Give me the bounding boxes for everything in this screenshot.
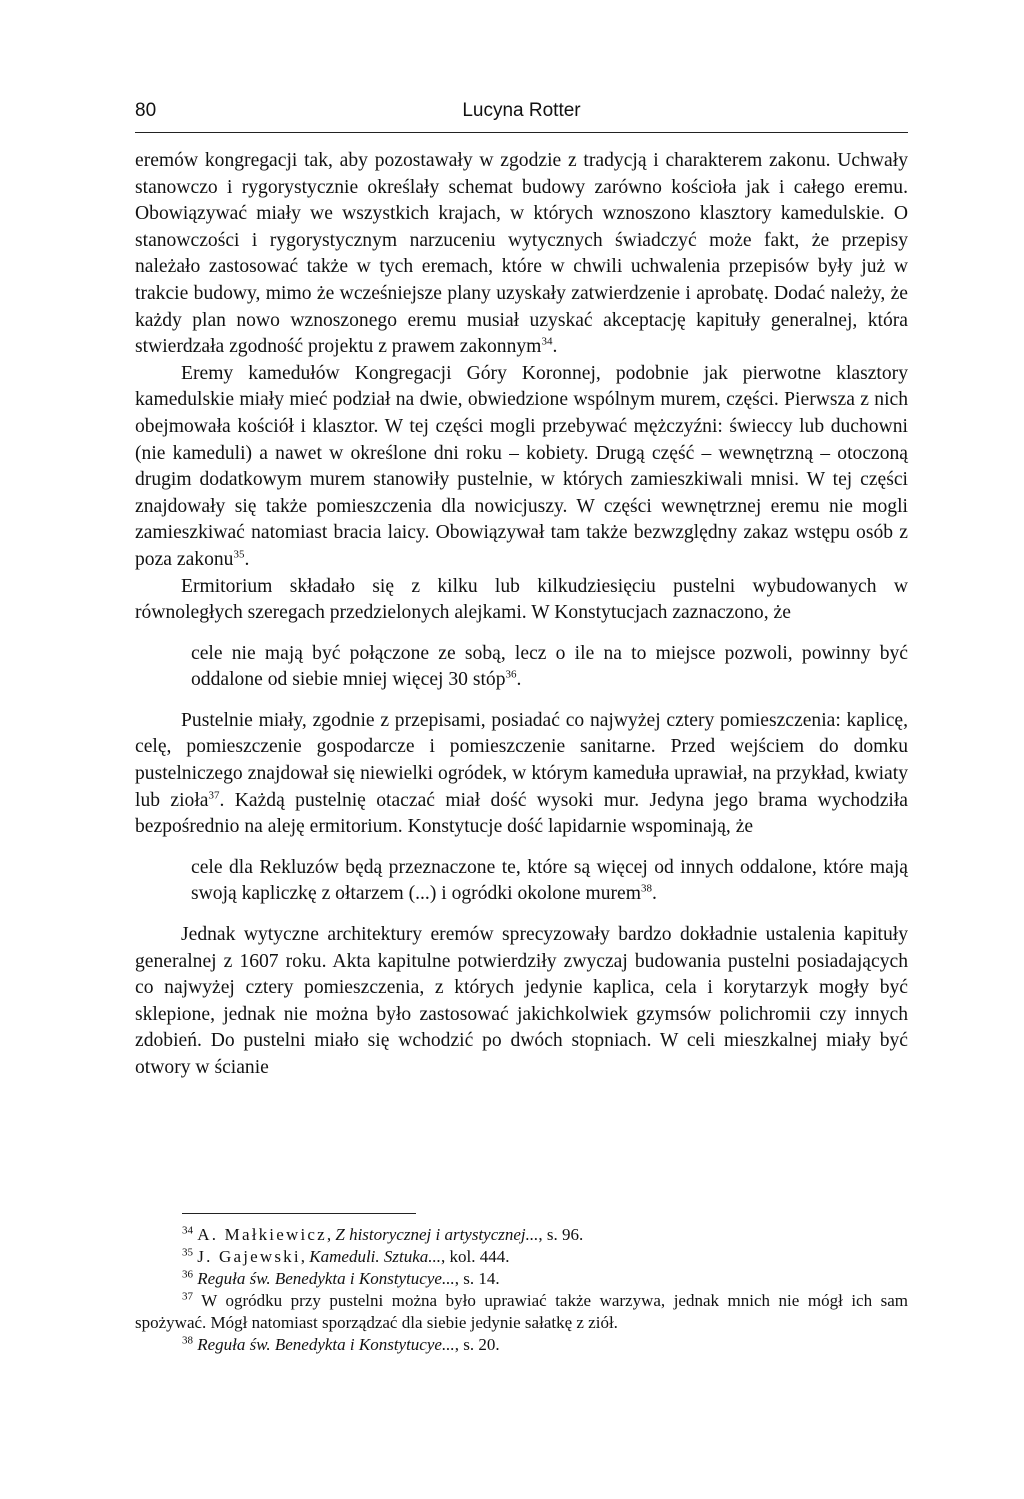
footnote: [135, 1290, 908, 1334]
footnote-rule: [182, 1213, 416, 1214]
paragraph: [135, 922, 908, 1082]
quote-text: cele dla Rekluzów będą przeznaczone te, które są więcej od innych oddalone, które mają swoją kapliczkę z ołtarzem (...) i ogródki okolone murem: [191, 856, 908, 905]
footnote-ref: 38: [640, 882, 652, 895]
footnote-rest: , s. 20.: [454, 1335, 500, 1354]
page-number: 80: [135, 100, 157, 121]
footnote-number: 37: [182, 1290, 193, 1303]
footnote-ref: 34: [541, 335, 553, 348]
footnote-number: 38: [182, 1334, 193, 1347]
footnote: $^{35}$ J. Gajewski, Kameduli. Sztuka..., kol. 444.: [182, 1246, 510, 1266]
footnote: $^{34}$ A. Małkiewicz, Z historycznej i artystycznej..., s. 96.: [182, 1224, 584, 1244]
footnote-rest: , kol. 444.: [441, 1247, 510, 1266]
footnotes: [135, 1213, 908, 1356]
page-header: [135, 96, 908, 130]
footnote-title: Kameduli. Sztuka...: [309, 1247, 442, 1266]
paragraph: [135, 574, 908, 627]
block-quote: cele nie mają być połączone ze sobą, lecz o ile na to miejsce pozwoli, powinny być oddalone od siebie mniej więcej 30 stóp$^{36}$.: [191, 642, 908, 691]
footnote-title: Z historycznej i artystycznej...: [335, 1225, 539, 1244]
footnote-rest: , s. 96.: [538, 1225, 584, 1244]
footnote-title: Reguła św. Benedykta i Konstytucye...: [197, 1335, 455, 1354]
paragraph: [135, 708, 908, 841]
paragraph-text: Jednak wytyczne architektury eremów sprecyzowały bardzo dokładnie ustalenia kapituły generalnej z 1607 roku. Akta kapitulne potwierdziły zwyczaj budowania pustelni posiadających co najwyżej cztery pomieszczenia, z których jedynie kaplica, cela i korytarzyk mogły być sklepione, jednak nie można było zastosować jakichkolwiek gzymsów polichromii czy innych zdobień. Do pustelni miało się wchodzić po dwóch stopniach. W celi mieszkalnej miały być otwory w ścianie: [135, 924, 908, 1078]
paragraph-text: eremów kongregacji tak, aby pozostawały w zgodzie z tradycją i charakterem zakonu. Uchwały stanowczo i rygorystycznie określały schemat budowy zarówno kościoła jak i całego eremu. Obowiązywać miały we wszystkich krajach, w których wznoszono klasztory kamedulskie. O stanowczości i rygorystycznym narzuceniu wytycznych świadczyć może fakt, że przepisy należało zastosować także w tych eremach, które w chwili uchwalenia przepisów były już w trakcie budowy, mimo że wcześniejsze plany uzyskały zatwierdzenie i aprobatę. Dodać należy, że każdy plan nowo wznoszonego eremu musiał uzyskać akceptację kapituły generalnej, która stwierdzała zgodność projektu z prawem zakonnym: [135, 150, 908, 358]
footnote-number: 35: [182, 1246, 193, 1259]
block-quote: cele dla Rekluzów będą przeznaczone te, które są więcej od innych oddalone, które mają swoją kapliczkę z ołtarzem (...) i ogródki okolone murem$^{38}$.: [191, 856, 908, 905]
footnote: [135, 1268, 908, 1290]
footnote-author: A. Małkiewicz: [197, 1225, 327, 1244]
footnote-title: Reguła św. Benedykta i Konstytucye...: [197, 1269, 455, 1288]
footnote-rest: , s. 14.: [454, 1269, 500, 1288]
footnote-author: J. Gajewski: [197, 1247, 301, 1266]
quote-text: cele nie mają być połączone ze sobą, lecz o ile na to miejsce pozwoli, powinny być oddalone od siebie mniej więcej 30 stóp: [191, 642, 908, 691]
header-rule: [135, 132, 908, 133]
paragraph-text: Eremy kamedułów Kongregacji Góry Koronnej, podobnie jak pierwotne klasztory kamedulskie miały mieć podział na dwie, obwiedzione wspólnym murem, części. Pierwsza z nich obejmowała kościół i klasztor. W tej części mogli przebywać mężczyźni: świeccy lub duchowni (nie kameduli) a nawet w określone dni roku – kobiety. Drugą część – wewnętrzną – otoczoną drugim dodatkowym murem stanowiły pustelnie, w których zamieszkiwali mnisi. W tej części znajdowały się także pomieszczenia dla nowicjuszy. W części wewnętrznej eremu nie mogli zamieszkiwać natomiast bracia laicy. Obowiązywał tam także bezwzględny zakaz wstępu osób z poza zakonu: [135, 362, 908, 570]
footnote-number: 34: [182, 1224, 193, 1237]
footnote-number: 36: [182, 1268, 193, 1281]
paragraph: eremów kongregacji tak, aby pozostawały w zgodzie z tradycją i charakterem zakonu. Uchwały stanowczo i rygorystycznie określały schemat budowy zarówno kościoła jak i całego eremu. Obowiązywać miały we wszystkich krajach, w których wznoszono klasztory kamedulskie. O stanowczości i rygorystycznym narzuceniu wytycznych świadczyć może fakt, że przepisy należało zastosować także w tych eremach, które w chwili uchwalenia przepisów były już w trakcie budowy, mimo że wcześniejsze plany uzyskały zatwierdzenie i aprobatę. Dodać należy, że każdy plan nowo wznoszonego eremu musiał uzyskać akceptację kapituły generalnej, która stwierdzała zgodność projektu z prawem zakonnym$^{34}$.: [135, 150, 908, 358]
running-head: Lucyna Rotter: [462, 100, 581, 121]
footnote-ref: 35: [233, 548, 245, 561]
paragraph: Eremy kamedułów Kongregacji Góry Koronnej, podobnie jak pierwotne klasztory kamedulskie miały mieć podział na dwie, obwiedzione wspólnym murem, części. Pierwsza z nich obejmowała kościół i klasztor. W tej części mogli przebywać mężczyźni: świeccy lub duchowni (nie kameduli) a nawet w określone dni roku – kobiety. Drugą część – wewnętrzną – otoczoną drugim dodatkowym murem stanowiły pustelnie, w których zamieszkiwali mnisi. W tej części znajdowały się także pomieszczenia dla nowicjuszy. W części wewnętrznej eremu nie mogli zamieszkiwać natomiast bracia laicy. Obowiązywał tam także bezwzględny zakaz wstępu osób z poza zakonu$^{35}$.: [135, 362, 908, 570]
footnote-text: W ogródku przy pustelni można było uprawiać także warzywa, jednak mnich nie mógł ich sam spożywać. Mógł natomiast sporządzać dla siebie jedynie sałatkę z ziół.: [135, 1291, 909, 1332]
footnote-ref: 36: [505, 668, 517, 681]
footnote: [135, 1334, 908, 1356]
paragraph-text: . Każdą pustelnię otaczać miał dość wysoki mur. Jedyna jego brama wychodziła bezpośrednio na aleję ermitorium. Konstytucje dość lapidarnie wspominają, że: [135, 789, 908, 838]
body-text: [135, 148, 908, 1082]
footnote-ref: 37: [208, 789, 220, 802]
paragraph-text: Ermitorium składało się z kilku lub kilkudziesięciu pustelni wybudowanych w równoległych szeregach przedzielonych alejkami. W Konstytucjach zaznaczono, że: [135, 575, 908, 624]
paragraph-text: Pustelnie miały, zgodnie z przepisami, posiadać co najwyżej cztery pomieszczenia: kaplicę, celę, pomieszczenie gospodarcze i pomieszczenie sanitarne. Przed wejściem do domku pustelniczego znajdował się niewielki ogródek, w którym kameduła uprawiał, na przykład, kwiaty lub zioła: [135, 709, 908, 811]
